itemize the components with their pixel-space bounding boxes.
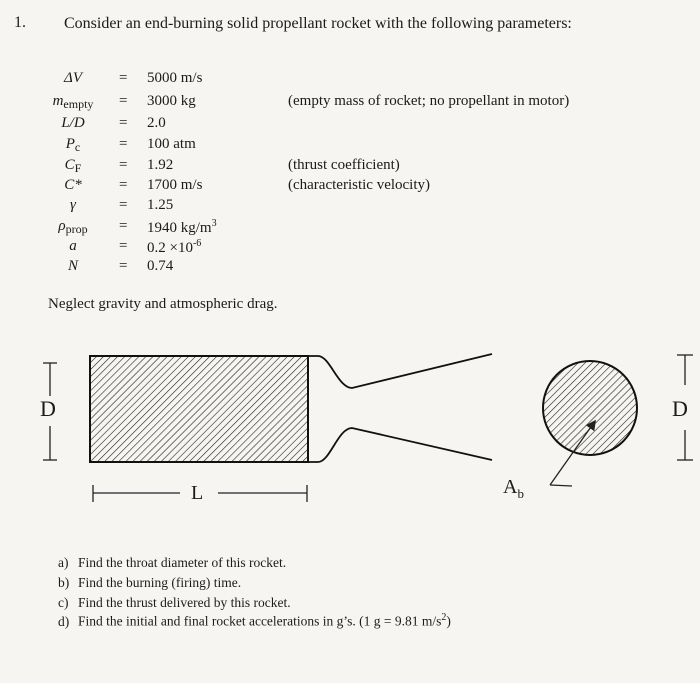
question-b: b) Find the burning (firing) time. — [58, 575, 242, 590]
param-value: 1.92 — [147, 157, 174, 173]
param-note: (empty mass of rocket; no propellant in motor) — [288, 93, 570, 109]
equals-sign: = — [119, 93, 128, 109]
param-symbol: C* — [64, 177, 82, 193]
equals-sign: = — [119, 197, 128, 213]
question-d: d) Find the initial and final rocket accelerations in g’s. (1 g = 9.81 $m/s^2$) — [58, 612, 451, 629]
equals-sign: = — [119, 238, 128, 254]
param-symbol: $m_{empty}$ — [52, 93, 94, 111]
neglect-statement: Neglect gravity and atmospheric drag. — [48, 296, 278, 312]
equals-sign: = — [119, 157, 128, 173]
equals-sign: = — [119, 218, 128, 234]
param-note: (characteristic velocity) — [288, 177, 431, 193]
param-symbol: $C_F$ — [64, 157, 82, 175]
param-symbol: ΔV — [64, 70, 82, 86]
param-value: 1940 $kg/m^3$ — [147, 218, 217, 236]
equals-sign: = — [119, 136, 128, 152]
ab-label: $A_b$ — [503, 476, 524, 501]
param-symbol: $\rho_{prop}$ — [58, 218, 88, 236]
l-label: L — [191, 482, 204, 504]
param-symbol: $P_c$ — [65, 136, 81, 154]
param-value: $0.2 \times 10^{-6}$ — [147, 238, 202, 256]
equals-sign: = — [119, 258, 128, 274]
param-value: 0.74 — [147, 258, 174, 274]
param-symbol: N — [67, 258, 78, 274]
equals-sign: = — [119, 177, 128, 193]
nozzle-lower-wall — [308, 428, 492, 462]
param-symbol: L/D — [61, 115, 85, 131]
burn-area-circle — [543, 361, 637, 455]
param-value: 1.25 — [147, 197, 174, 213]
d-right-label: D — [672, 396, 688, 421]
propellant-grain — [90, 356, 308, 462]
nozzle-upper-wall — [308, 354, 492, 388]
param-value: 3000 kg — [147, 93, 196, 109]
question-c: c) Find the thrust delivered by this rocket. — [58, 595, 291, 610]
param-symbol: a — [69, 238, 77, 254]
question-a: a) Find the throat diameter of this rocket. — [58, 555, 287, 570]
param-note: (thrust coefficient) — [288, 157, 400, 173]
param-value: 1700 m/s — [147, 177, 203, 193]
problem-intro: Consider an end-burning solid propellant rocket with the following parameters: — [64, 15, 572, 32]
param-symbol: γ — [70, 197, 76, 213]
problem-number: 1. — [14, 14, 26, 31]
param-value: 2.0 — [147, 115, 166, 131]
equals-sign: = — [119, 70, 128, 86]
equals-sign: = — [119, 115, 128, 131]
param-value: 5000 m/s — [147, 70, 203, 86]
param-value: 100 atm — [147, 136, 196, 152]
d-left-label: D — [40, 396, 56, 421]
